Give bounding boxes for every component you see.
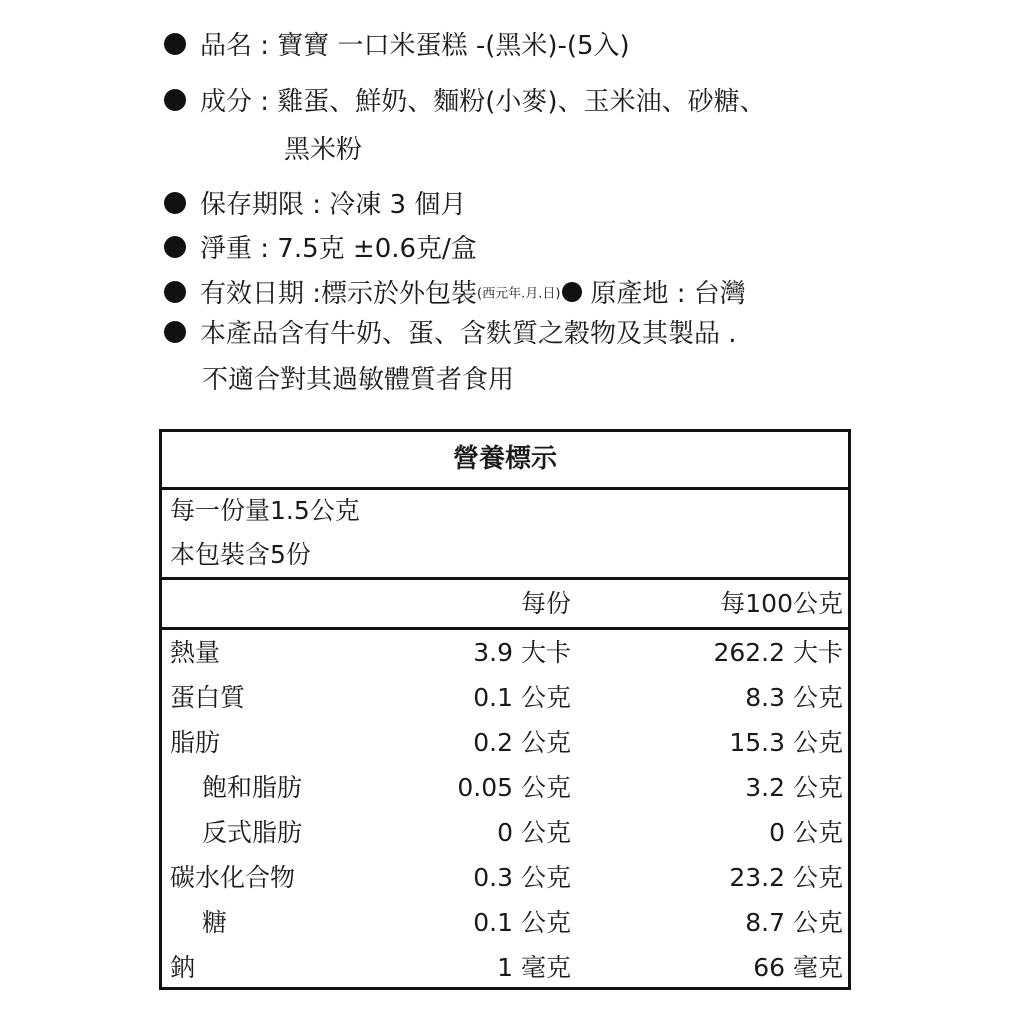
allergen-item xyxy=(164,312,737,356)
nutrient-name: 脂肪 xyxy=(170,728,221,757)
nutrient-per-100g: 0 公克 xyxy=(769,818,843,847)
bullet-icon xyxy=(562,282,582,302)
divider xyxy=(162,577,848,580)
nutrient-per-serving: 1 毫克 xyxy=(497,953,571,982)
nutrient-per-serving: 3.9 大卡 xyxy=(473,638,571,667)
nutrient-per-serving: 0.1 公克 xyxy=(473,683,571,712)
allergen-line-1: 本產品含有牛奶、蛋、含麩質之穀物及其製品 . xyxy=(200,319,737,349)
nutrient-row xyxy=(162,855,848,900)
nutrient-per-100g: 15.3 公克 xyxy=(729,728,843,757)
nutrient-name: 熱量 xyxy=(170,638,221,667)
product-name: 品名 : 寶寶 一口米蛋糕 -(黑米)-(5入) xyxy=(200,31,630,61)
nutrient-per-serving: 0.3 公克 xyxy=(473,863,571,892)
nutrient-row xyxy=(162,675,848,720)
shelf-life: 保存期限 : 冷凍 3 個月 xyxy=(200,190,467,220)
nutrient-name: 糖 xyxy=(202,908,228,937)
expiry-date: 有效日期 :標示於外包裝 xyxy=(200,279,478,309)
nutrient-per-serving: 0 公克 xyxy=(497,818,571,847)
nutrient-name: 反式脂肪 xyxy=(202,818,303,847)
nutrient-row xyxy=(162,765,848,810)
nutrient-per-100g: 8.7 公克 xyxy=(745,908,843,937)
serving-size: 每一份量1.5公克 xyxy=(170,496,360,525)
nutrient-per-100g: 66 毫克 xyxy=(753,953,843,982)
col-header-per-serving: 每份 xyxy=(520,589,571,618)
nutrient-per-100g: 8.3 公克 xyxy=(745,683,843,712)
nutrient-row xyxy=(162,945,848,990)
nutrition-title: 營養標示 xyxy=(162,432,848,490)
ingredients-item xyxy=(164,80,766,124)
expiry-date-note: (西元年.月.日) xyxy=(477,286,561,302)
nutrient-name: 鈉 xyxy=(170,953,196,982)
bullet-icon xyxy=(164,33,186,55)
bullet-icon xyxy=(164,192,186,214)
nutrient-per-100g: 3.2 公克 xyxy=(745,773,843,802)
nutrient-name: 蛋白質 xyxy=(170,683,246,712)
col-header-per-100g: 每100公克 xyxy=(720,589,843,618)
nutrient-row xyxy=(162,630,848,675)
bullet-icon xyxy=(164,321,186,343)
ingredients-line-1: 成分 : 雞蛋、鮮奶、麵粉(小麥)、玉米油、砂糖、 xyxy=(200,87,766,117)
nutrient-per-100g: 23.2 公克 xyxy=(729,863,843,892)
nutrient-name: 碳水化合物 xyxy=(170,863,296,892)
nutrient-per-100g: 262.2 大卡 xyxy=(713,638,843,667)
nutrition-table xyxy=(159,429,851,990)
bullet-icon xyxy=(164,89,186,111)
servings-per-pack: 本包裝含5份 xyxy=(170,540,311,569)
allergen-line-2: 不適合對其過敏體質者食用 xyxy=(202,365,515,395)
bullet-icon xyxy=(164,281,186,303)
product-name-item xyxy=(164,24,630,68)
expiry-origin-item xyxy=(164,272,746,317)
nutrient-name: 飽和脂肪 xyxy=(202,773,303,802)
origin: 原產地 : 台灣 xyxy=(590,279,746,309)
nutrient-per-serving: 0.05 公克 xyxy=(457,773,571,802)
nutrient-per-serving: 0.2 公克 xyxy=(473,728,571,757)
nutrient-row xyxy=(162,810,848,855)
nutrient-per-serving: 0.1 公克 xyxy=(473,908,571,937)
ingredients-line-2: 黑米粉 xyxy=(284,135,363,165)
bullet-icon xyxy=(164,236,186,258)
net-weight: 淨重 : 7.5克 ±0.6克/盒 xyxy=(200,234,477,264)
net-weight-item xyxy=(164,227,477,271)
shelf-life-item xyxy=(164,183,466,227)
nutrient-row xyxy=(162,900,848,945)
nutrient-row xyxy=(162,720,848,765)
